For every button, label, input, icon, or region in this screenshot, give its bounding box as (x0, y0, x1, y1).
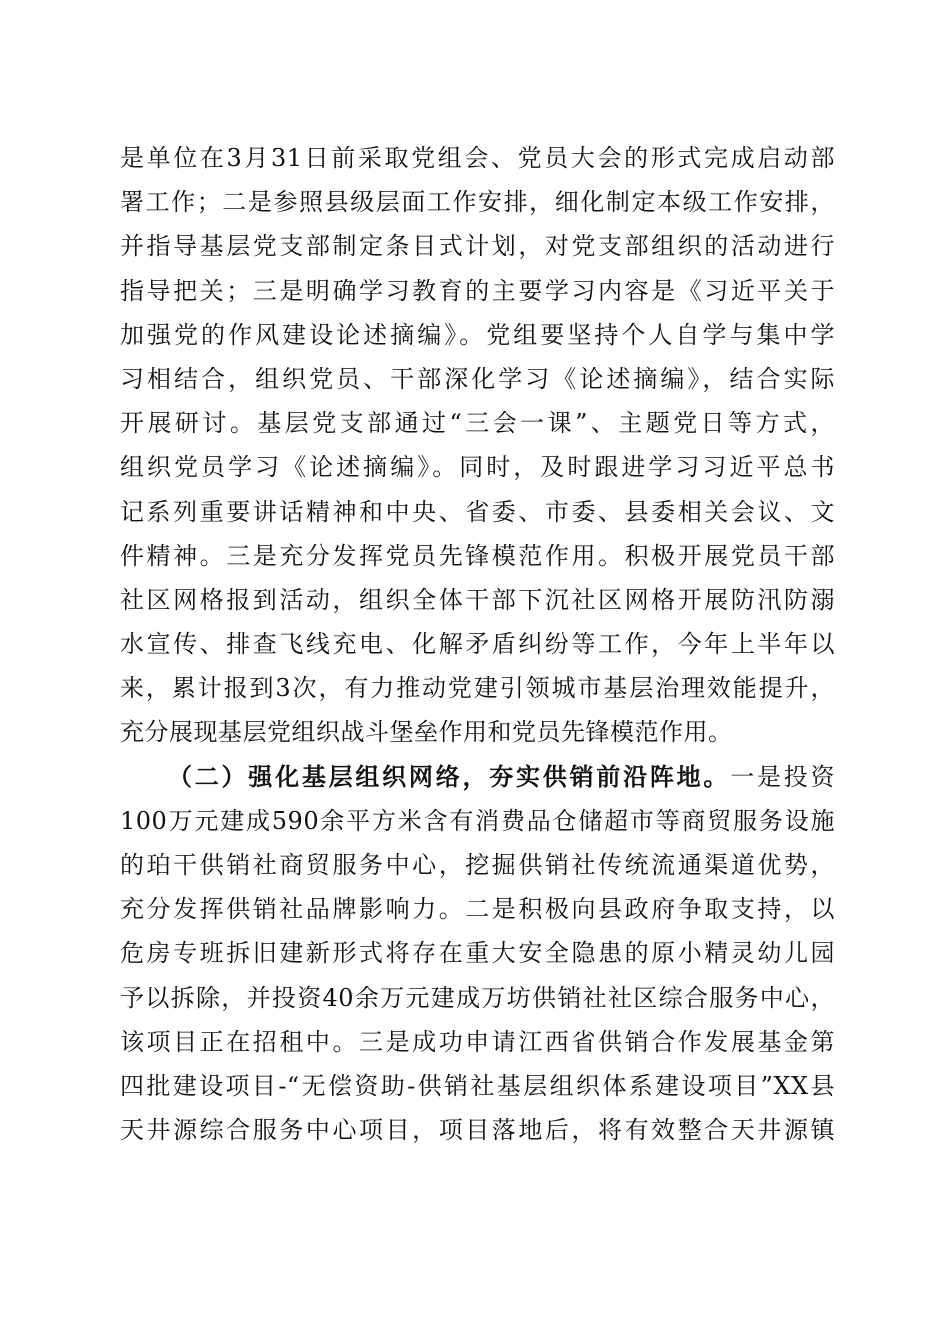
text-line: 加强党的作风建设论述摘编》。党组要坚持个人自学与集中学 (120, 320, 835, 349)
text-line: 组织党员学习《论述摘编》。同时，及时跟进学习习近平总书 (120, 453, 835, 482)
text-line: 四批建设项目-“无偿资助-供销社基层组织体系建设项目”XX县 (120, 1071, 835, 1100)
text-line: 的珀干供销社商贸服务中心，挖掘供销社传统流通渠道优势， (120, 851, 835, 879)
text-line: 来，累计报到3次，有力推动党建引领城市基层治理效能提升， (120, 674, 835, 703)
text-line: 予以拆除，并投资40余万元建成万坊供销社社区综合服务中心， (120, 983, 835, 1012)
paragraph-2 (120, 755, 835, 1153)
text-line: 开展研讨。基层党支部通过“三会一课”、主题党日等方式， (120, 409, 835, 438)
text-line: 该项目正在招租中。三是成功申请江西省供销合作发展基金第 (120, 1027, 835, 1056)
text-line: 危房专班拆旧建新形式将存在重大安全隐患的原小精灵幼儿园 (120, 939, 835, 968)
text-line: 社区网格报到活动，组织全体干部下沉社区网格开展防汛防溺 (120, 585, 835, 614)
text-line: 水宣传、排查飞线充电、化解矛盾纠纷等工作，今年上半年以 (120, 630, 835, 659)
text-line: 是单位在3月31日前采取党组会、党员大会的形式完成启动部 (120, 144, 835, 172)
text-line: 记系列重要讲话精神和中央、省委、市委、县委相关会议、文 (120, 497, 835, 526)
text-line: 指导把关；三是明确学习教育的主要学习内容是《习近平关于 (120, 276, 835, 305)
section-heading: （二）强化基层组织网络，夯实供销前沿阵地。 (168, 761, 731, 791)
text-line: 充分发挥供销社品牌影响力。二是积极向县政府争取支持，以 (120, 895, 835, 924)
paragraph-1 (120, 136, 835, 755)
text-line: 并指导基层党支部制定条目式计划，对党支部组织的活动进行 (120, 232, 835, 261)
section-heading-line (120, 755, 835, 799)
text-line: 充分展现基层党组织战斗堡垒作用和党员先锋模范作用。 (120, 718, 733, 747)
text-line: 习相结合，组织党员、干部深化学习《论述摘编》，结合实际 (120, 364, 835, 393)
text-line: 100万元建成590余平方米含有消费品仓储超市等商贸服务设施 (120, 806, 835, 835)
text-run: 一是投资 (730, 762, 835, 791)
text-line: 件精神。三是充分发挥党员先锋模范作用。积极开展党员干部 (120, 541, 835, 570)
body-text (120, 136, 835, 1152)
text-line: 天井源综合服务中心项目，项目落地后，将有效整合天井源镇 (120, 1116, 835, 1145)
text-line: 署工作；二是参照县级层面工作安排，细化制定本级工作安排， (120, 188, 835, 217)
